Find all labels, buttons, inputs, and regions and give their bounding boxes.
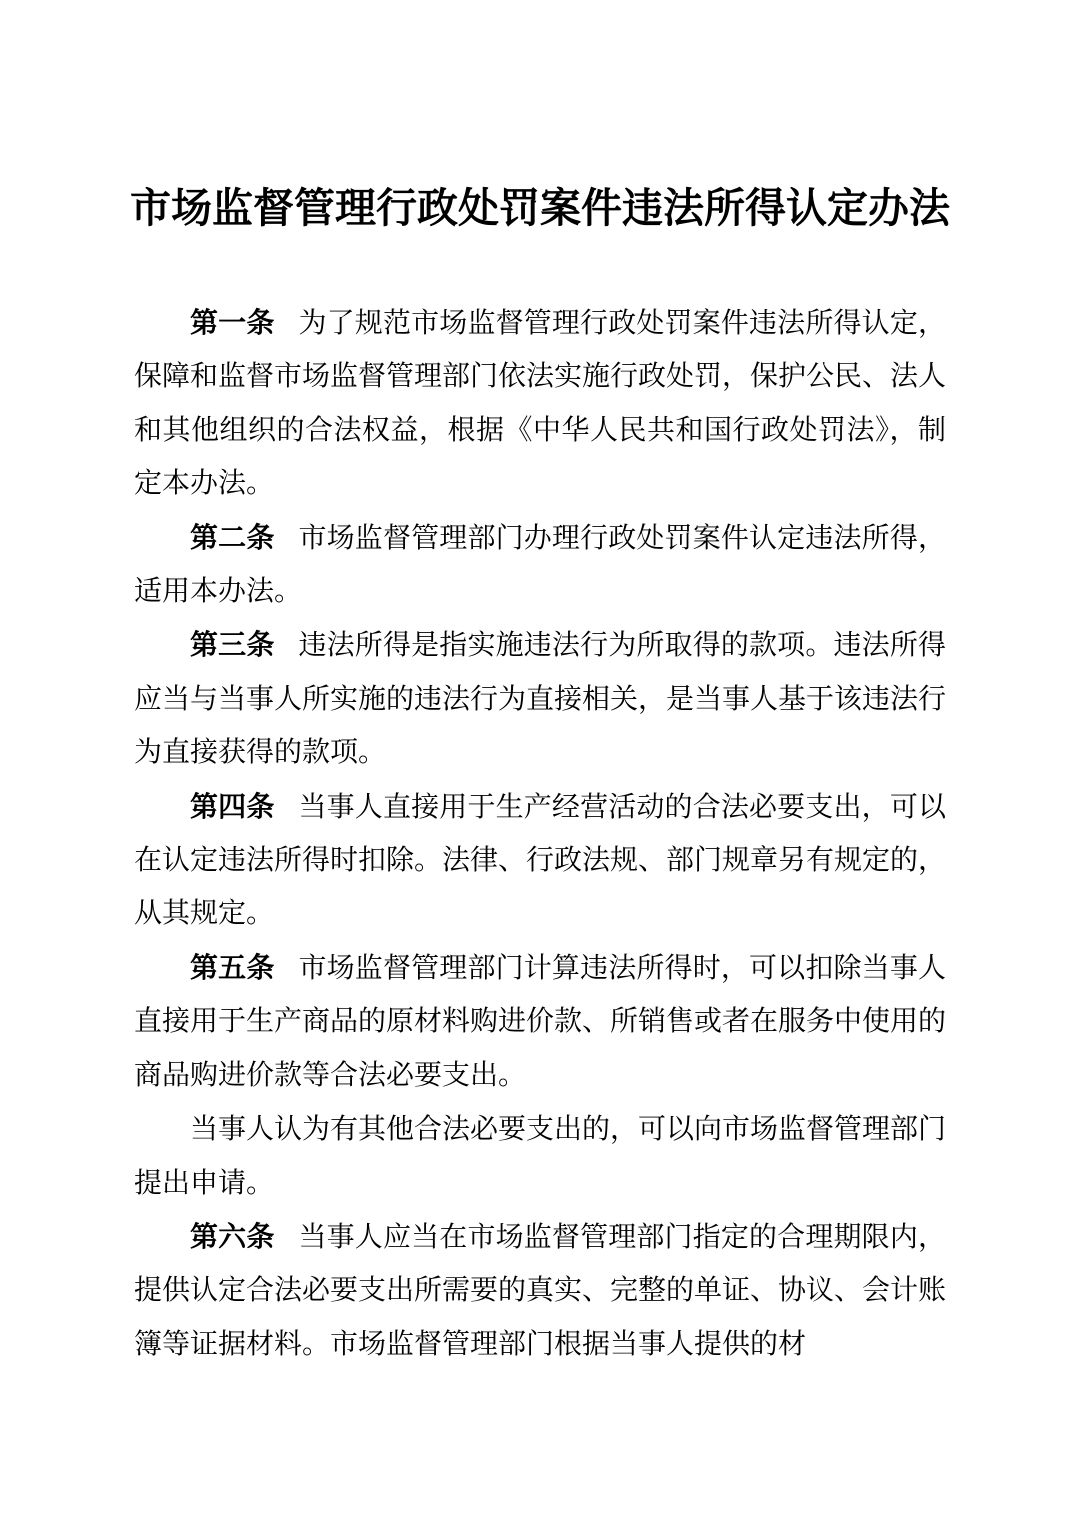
article-number-5: 第五条 [190,951,275,983]
article-number-4: 第四条 [190,790,275,822]
article-text-6: 当事人应当在市场监督管理部门指定的合理期限内，提供认定合法必要支出所需要的真实、完整的单证、协议、会计账簿等证据材料。市场监督管理部门根据当事人提供的材 [134,1221,947,1360]
article-text-4: 当事人直接用于生产经营活动的合法必要支出，可以在认定违法所得时扣除。法律、行政法规、部门规章另有规定的，从其规定。 [134,791,947,930]
article-paragraph-5 [134,941,946,1102]
article-number-3: 第三条 [190,629,275,661]
article-text-1: 为了规范市场监督管理行政处罚案件违法所得认定，保障和监督市场监督管理部门依法实施行政处罚，保护公民、法人和其他组织的合法权益，根据《中华人民共和国行政处罚法》，制定本办法。 [134,308,947,500]
article-text-5b: 当事人认为有其他合法必要支出的，可以向市场监督管理部门提出申请。 [134,1114,947,1199]
article-text-3: 违法所得是指实施违法行为所取得的款项。违法所得应当与当事人所实施的违法行为直接相关，是当事人基于该违法行为直接获得的款项。 [134,630,947,769]
document-title: 市场监督管理行政处罚案件违法所得认定办法 [130,185,950,231]
article-paragraph-3 [134,618,946,779]
article-text-5: 市场监督管理部门计算违法所得时，可以扣除当事人直接用于生产商品的原材料购进价款、所销售或者在服务中使用的商品购进价款等合法必要支出。 [134,952,947,1091]
article-paragraph-2 [134,511,946,619]
article-text-2: 市场监督管理部门办理行政处罚案件认定违法所得，适用本办法。 [134,522,946,608]
article-number-1: 第一条 [190,307,275,338]
article-paragraph-5-continued [134,1102,946,1210]
article-paragraph-1 [134,296,946,511]
document-body [134,296,946,1371]
article-number-6: 第六条 [190,1220,275,1252]
article-paragraph-6 [134,1210,946,1371]
article-number-2: 第二条 [190,521,275,553]
article-paragraph-4 [134,780,946,941]
